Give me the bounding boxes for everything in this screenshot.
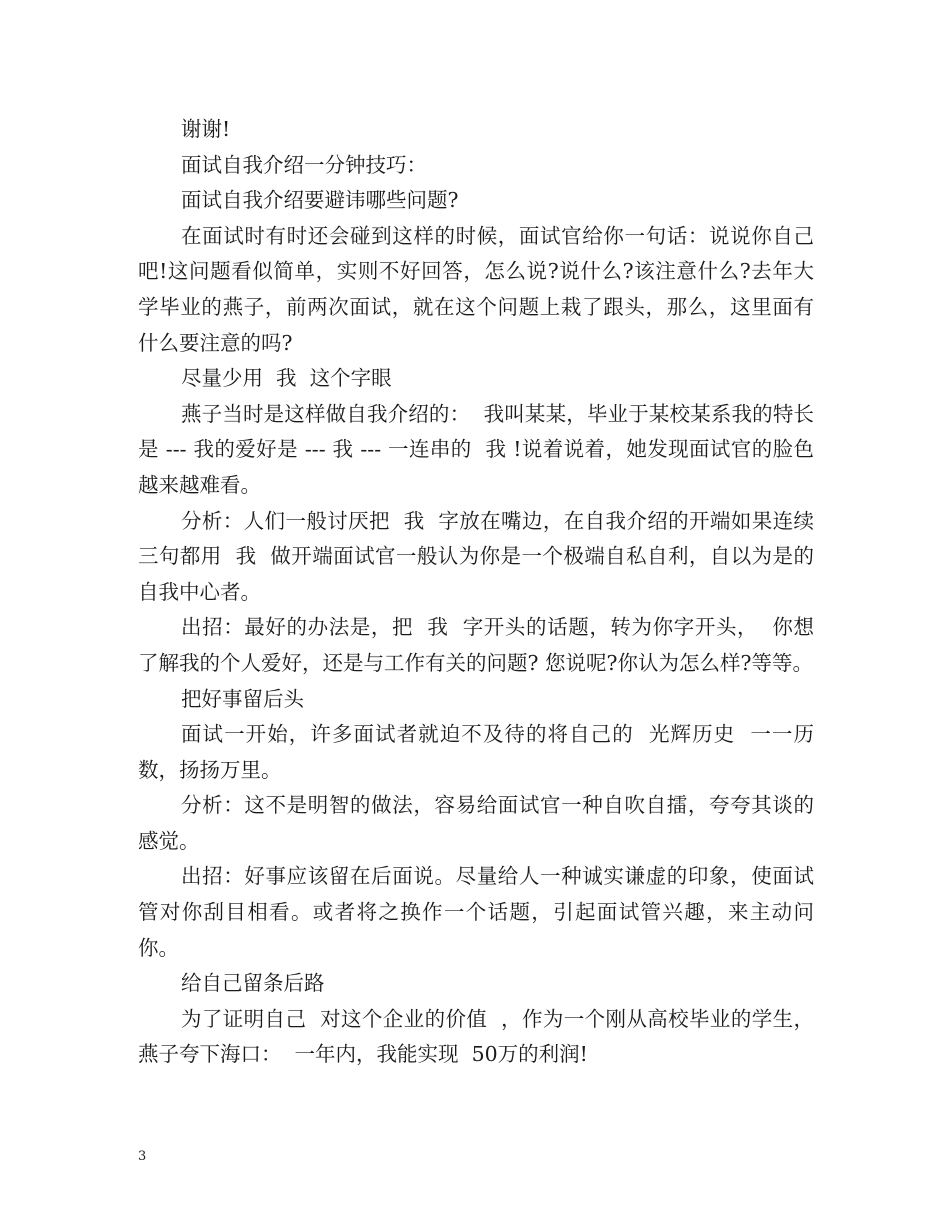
paragraph-subheading-leave-way-out: 给自己留条后路 — [181, 971, 325, 996]
paragraph-intro: 在面试时有时还会碰到这样的时候，面试官给你一句话：说说你自己吧!这问题看似简单，实则不好回答，怎么说?说什么?该注意什么?去年大学毕业的燕子，前两次面试，就在这个问题上栽了跟头，那么，这里面有什么要注意的吗? — [138, 223, 814, 355]
paragraph-example-3: 为了证明自己 对这个企业的价值 ，作为一个刚从高校毕业的学生，燕子夸下海口： 一年内，我能实现 50万的利润! — [138, 1006, 814, 1067]
paragraph-analysis-2: 分析：这不是明智的做法，容易给面试官一种自吹自擂，夸夸其谈的感觉。 — [138, 793, 814, 853]
paragraph-solution-1: 出招：最好的办法是，把 我 字开头的话题，转为你字开头， 你想了解我的个人爱好，还是与工作有关的问题? 您说呢?你认为怎么样?等等。 — [138, 615, 814, 675]
paragraph-thanks: 谢谢! — [181, 117, 231, 141]
paragraph-subheading-use-less-i: 尽量少用 我 这个字眼 — [181, 366, 392, 391]
paragraph-heading-tips: 面试自我介绍一分钟技巧： — [181, 152, 427, 177]
paragraph-example-2: 面试一开始，许多面试者就迫不及待的将自己的 光辉历史 一一历数，扬扬万里。 — [138, 722, 814, 782]
paragraph-subheading-good-things-last: 把好事留后头 — [181, 686, 304, 711]
paragraph-heading-avoid: 面试自我介绍要避讳哪些问题? — [181, 188, 459, 213]
paragraph-analysis-1: 分析：人们一般讨厌把 我 字放在嘴边，在自我介绍的开端如果连续三句都用 我 做开端面试官一般认为你是一个极端自私自利，自以为是的自我中心者。 — [138, 508, 814, 604]
page-number: 3 — [138, 1149, 147, 1164]
paragraph-solution-2: 出招：好事应该留在后面说。尽量给人一种诚实谦虚的印象，使面试管对你刮目相看。或者将之换作一个话题，引起面试管兴趣，来主动问你。 — [138, 864, 814, 960]
document-body — [138, 112, 814, 1073]
paragraph-yanzi-example: 燕子当时是这样做自我介绍的： 我叫某某，毕业于某校某系我的特长是 --- 我的爱好是 --- 我 --- 一连串的 我 !说着说着，她发现面试官的脸色越来越难看。 — [138, 401, 814, 497]
